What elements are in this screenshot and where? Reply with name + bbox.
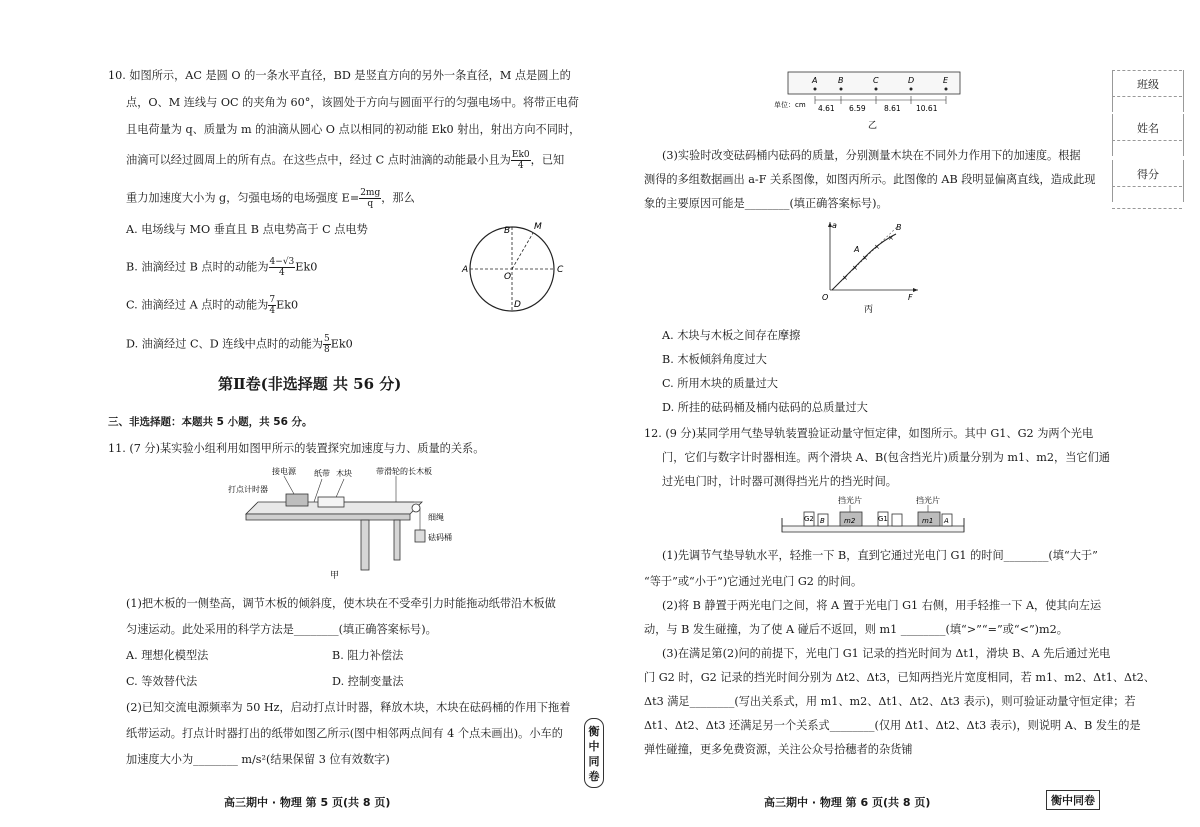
tape-figure	[774, 66, 968, 131]
slider-m2-label: m2	[844, 517, 856, 525]
q11-p2-line1: (2)已知交流电源频率为 50 Hz，启动打点计时器，释放木块，木块在砝码桶的作用下拖着	[126, 701, 571, 714]
frac-num: 2mg	[360, 188, 381, 198]
label-power: 接电源	[272, 467, 296, 476]
gate-g1-label: G1	[878, 515, 888, 523]
point-a-label: A	[854, 245, 860, 254]
slider-a-label: A	[944, 517, 949, 525]
q10-line5	[126, 188, 415, 209]
figure-caption-yi: 乙	[868, 121, 878, 131]
stamp-text: 衡中同卷	[588, 725, 600, 783]
wooden-block	[318, 497, 344, 507]
side-divider	[1112, 208, 1182, 209]
opt-b-fraction	[269, 257, 296, 278]
frac-num: 7	[269, 295, 276, 305]
slider-b-label: B	[820, 517, 825, 525]
side-divider	[1112, 140, 1182, 141]
data-mark: ×	[852, 264, 858, 272]
tape-unit: 单位：cm	[774, 101, 806, 109]
label-timer: 打点计时器	[228, 485, 268, 494]
label-tape: 纸带	[314, 469, 330, 478]
name-field[interactable]	[1112, 114, 1184, 156]
timer-device	[286, 494, 308, 506]
q11-option-d: D. 控制变量法	[332, 675, 404, 688]
data-mark: ×	[888, 234, 894, 242]
label-o: O	[504, 272, 512, 282]
label-board: 带滑轮的长木板	[376, 467, 432, 476]
q11-p2-line3: 加速度大小为________ m/s²(结果保留 3 位有效数字)	[126, 753, 390, 766]
label-b: B	[504, 226, 511, 236]
tape-label-c: C	[873, 76, 879, 85]
q10-line3: 且电荷量为 q、质量为 m 的油滴从圆心 O 点以相同的初动能 Ek0 射出，射出方向不同时，	[126, 123, 581, 136]
q12-p1-line1: (1)先调节气垫导轨水平，轻推一下 B，直到它通过光电门 G1 的时间________(填“大于”	[662, 549, 1098, 562]
frac-num: 4−√3	[269, 257, 295, 267]
q10-option-b	[126, 257, 317, 278]
q12-p3-line5: 弹性碰撞，更多免费资源，关注公众号拾穗者的杂货铺	[644, 743, 913, 756]
figure-caption-jia: 甲	[330, 571, 340, 581]
q11-intro: 11. (7 分)某实验小组利用如图甲所示的装置探究加速度与力、质量的关系。	[108, 442, 485, 455]
class-field[interactable]	[1112, 70, 1184, 112]
tape-label-b: B	[838, 76, 844, 85]
q11-p3-line1: (3)实验时改变砝码桶内砝码的质量，分别测量木块在不同外力作用下的加速度。根据	[662, 149, 1081, 162]
q11-p3-option-b: B. 木板倾斜角度过大	[662, 353, 767, 366]
frac-den: 4	[269, 306, 276, 316]
frac-num: 5	[323, 334, 330, 344]
leader-power	[284, 476, 294, 494]
q12-p2-line1: (2)将 B 静置于两光电门之间，将 A 置于光电门 G1 右侧，用手轻推一下 A，使其向左运	[662, 599, 1102, 612]
tape-dot-e	[945, 88, 948, 91]
data-mark: ×	[842, 274, 848, 282]
right-footer: 高三期中 · 物理 第 6 页(共 8 页)	[764, 796, 931, 809]
point-b-label: B	[896, 223, 902, 232]
opt-c-fraction	[268, 295, 276, 316]
q11-p3-line3: 象的主要原因可能是________(填正确答案标号)。	[644, 197, 888, 210]
air-track-figure	[780, 494, 966, 536]
data-mark: ×	[862, 254, 868, 262]
label-d: D	[514, 300, 521, 310]
side-divider	[1112, 186, 1182, 187]
class-label: 班级	[1137, 78, 1159, 91]
name-label: 姓名	[1137, 122, 1159, 135]
y-axis-label: a	[832, 221, 837, 230]
frac-den: 8	[323, 345, 330, 355]
q10-line1: 10. 如图所示，AC 是圆 O 的一条水平直径，BD 是竖直方向的另外一条直径，M 点是圆上的	[108, 69, 571, 82]
q11-option-c: C. 等效替代法	[126, 675, 198, 688]
origin-label: O	[822, 293, 829, 302]
frac-den: 4	[517, 161, 524, 171]
q12-p3-line1: (3)在满足第(2)问的前提下，光电门 G1 记录的挡光时间为 Δt1，滑块 B、A 先后通过光电	[662, 647, 1111, 660]
opt-b-tail: Ek0	[295, 260, 318, 274]
q10-option-c	[126, 295, 298, 316]
q10-line4-tail: ，已知	[530, 153, 565, 167]
q12-line1: 12. (9 分)某同学用气垫导轨装置验证动量守恒定律，如图所示。其中 G1、G2 为两个光电	[644, 427, 1094, 440]
label-a: A	[462, 265, 469, 275]
q10-line2: 点，O、M 连线与 OC 的夹角为 60°，该圆处于方向与圆面平行的匀强电场中。将带正电荷	[126, 96, 579, 109]
tape-dot-b	[840, 88, 843, 91]
q12-p1-line2: “等于”或“小于”)它通过光电门 G2 的时间。	[644, 575, 863, 588]
side-divider	[1112, 96, 1182, 97]
tape-label-e: E	[943, 76, 949, 85]
opt-c-tail: Ek0	[276, 298, 299, 312]
q10-fraction-ek0-4	[511, 150, 531, 171]
q10-option-a: A. 电场线与 MO 垂直且 B 点电势高于 C 点电势	[126, 223, 368, 236]
brand-badge: 衡中同卷	[1046, 790, 1100, 810]
q10-circle-diagram	[458, 216, 570, 324]
q11-p3-option-a: A. 木块与木板之间存在摩擦	[662, 329, 801, 342]
q10-option-d	[126, 334, 353, 355]
score-label: 得分	[1137, 168, 1159, 181]
tape-dot-a	[814, 88, 817, 91]
q12-p2-line2: 动，与 B 发生碰撞，为了使 A 碰后不返回，则 m1 ________(填“>”“=”或“<”)m2。	[644, 623, 1068, 636]
opt-d-fraction	[323, 334, 331, 355]
af-graph	[818, 218, 922, 316]
bucket	[415, 530, 425, 542]
q11-p3-line2: 测得的多组数据画出 a-F 关系图像，如图丙所示。此图像的 AB 段明显偏离直线，造成此现	[644, 173, 1096, 186]
q10-line4	[126, 150, 564, 171]
gate-g2-label: G2	[804, 515, 814, 523]
table-leg-left	[361, 520, 369, 570]
score-field[interactable]	[1112, 160, 1184, 202]
label-m: M	[534, 222, 542, 232]
data-mark: ×	[874, 243, 880, 251]
q11-p3-option-d: D. 所挂的砝码桶及桶内砝码的总质量过大	[662, 401, 868, 414]
q12-p3-line2: 门 G2 时，G2 记录的挡光时间分别为 Δt2、Δt3，已知两挡光片宽度相同，若 m1、m2、Δt1、Δt2、	[644, 671, 1155, 684]
tape-label-a: A	[812, 76, 818, 85]
gate-box	[892, 514, 902, 526]
q11-option-a: A. 理想化模型法	[126, 649, 209, 662]
shade-label-1: 挡光片	[838, 496, 862, 505]
tape-label-d: D	[908, 76, 915, 85]
q11-p1-line2: 匀速运动。此处采用的科学方法是________(填正确答案标号)。	[126, 623, 437, 636]
label-bucket: 砝码桶	[428, 533, 452, 542]
q10-fraction-field	[359, 188, 381, 209]
tape-value-bc: 6.59	[849, 104, 866, 113]
board-edge	[246, 514, 410, 520]
q11-p1-line1: (1)把木板的一侧垫高，调节木板的倾斜度，使木块在不受牵引力时能拖动纸带沿木板做	[126, 597, 556, 610]
x-axis-label: F	[908, 293, 913, 302]
q11-p3-option-c: C. 所用木块的质量过大	[662, 377, 778, 390]
slider-m1-label: m1	[922, 517, 934, 525]
shade-label-2: 挡光片	[916, 496, 940, 505]
label-rope: 细绳	[428, 513, 444, 522]
tape-value-ab: 4.61	[818, 104, 835, 113]
frac-den: q	[367, 199, 374, 209]
section-title: 第Ⅱ卷(非选择题 共 56 分)	[218, 375, 402, 393]
opt-d-text: D. 油滴经过 C、D 连线中点时的动能为	[126, 337, 323, 351]
x-arrow	[913, 288, 918, 292]
q11-p2-line2: 纸带运动。打点计时器打出的纸带如图乙所示(图中相邻两点间有 4 个点未画出)。小车的	[126, 727, 563, 740]
q10-line5-tail: ，那么	[381, 191, 415, 205]
frac-den: 4	[279, 268, 285, 278]
table-leg-right	[394, 520, 400, 560]
q11-option-b: B. 阻力补偿法	[332, 649, 404, 662]
frac-num: Ek0	[511, 150, 530, 160]
line-om	[512, 233, 533, 269]
track	[782, 526, 964, 532]
tape-value-cd: 8.61	[884, 104, 901, 113]
tape-dot-d	[910, 88, 913, 91]
q12-p3-line3: Δt3 满足________(写出关系式，用 m1、m2、Δt1、Δt2、Δt3 表示)，则可验证动量守恒定律；若	[644, 695, 1136, 708]
opt-c-text: C. 油滴经过 A 点时的动能为	[126, 298, 269, 312]
q12-line3: 过光电门时，计时器可测得挡光片的挡光时间。	[662, 475, 897, 488]
left-footer: 高三期中 · 物理 第 5 页(共 8 页)	[224, 796, 391, 809]
q12-line2: 门，它们与数字计时器相连。两个滑块 A、B(包含挡光片)质量分别为 m1、m2，当它们通	[662, 451, 1110, 464]
tape-value-de: 10.61	[916, 104, 938, 113]
label-c: C	[557, 265, 564, 275]
right-page	[600, 0, 1200, 827]
opt-b-text: B. 油滴经过 B 点时的动能为	[126, 260, 269, 274]
q10-line5-text: 重力加速度大小为 g，匀强电场的电场强度 E=	[126, 191, 360, 205]
section-3-header: 三、非选择题：本题共 5 小题，共 56 分。	[108, 416, 313, 428]
figure-caption-bing: 丙	[864, 305, 874, 315]
q12-p3-line4: Δt1、Δt2、Δt3 还满足另一个关系式________(仅用 Δt1、Δt2、Δt3 表示)，则说明 A、B 发生的是	[644, 719, 1141, 732]
opt-d-tail: Ek0	[330, 337, 353, 351]
pulley	[412, 504, 420, 512]
tape-dot-c	[875, 88, 878, 91]
label-block: 木块	[336, 469, 352, 478]
q11-apparatus-figure	[226, 464, 474, 582]
q10-line4-text: 油滴可以经过圆周上的所有点。在这些点中，经过 C 点时油滴的动能最小且为	[126, 153, 511, 167]
